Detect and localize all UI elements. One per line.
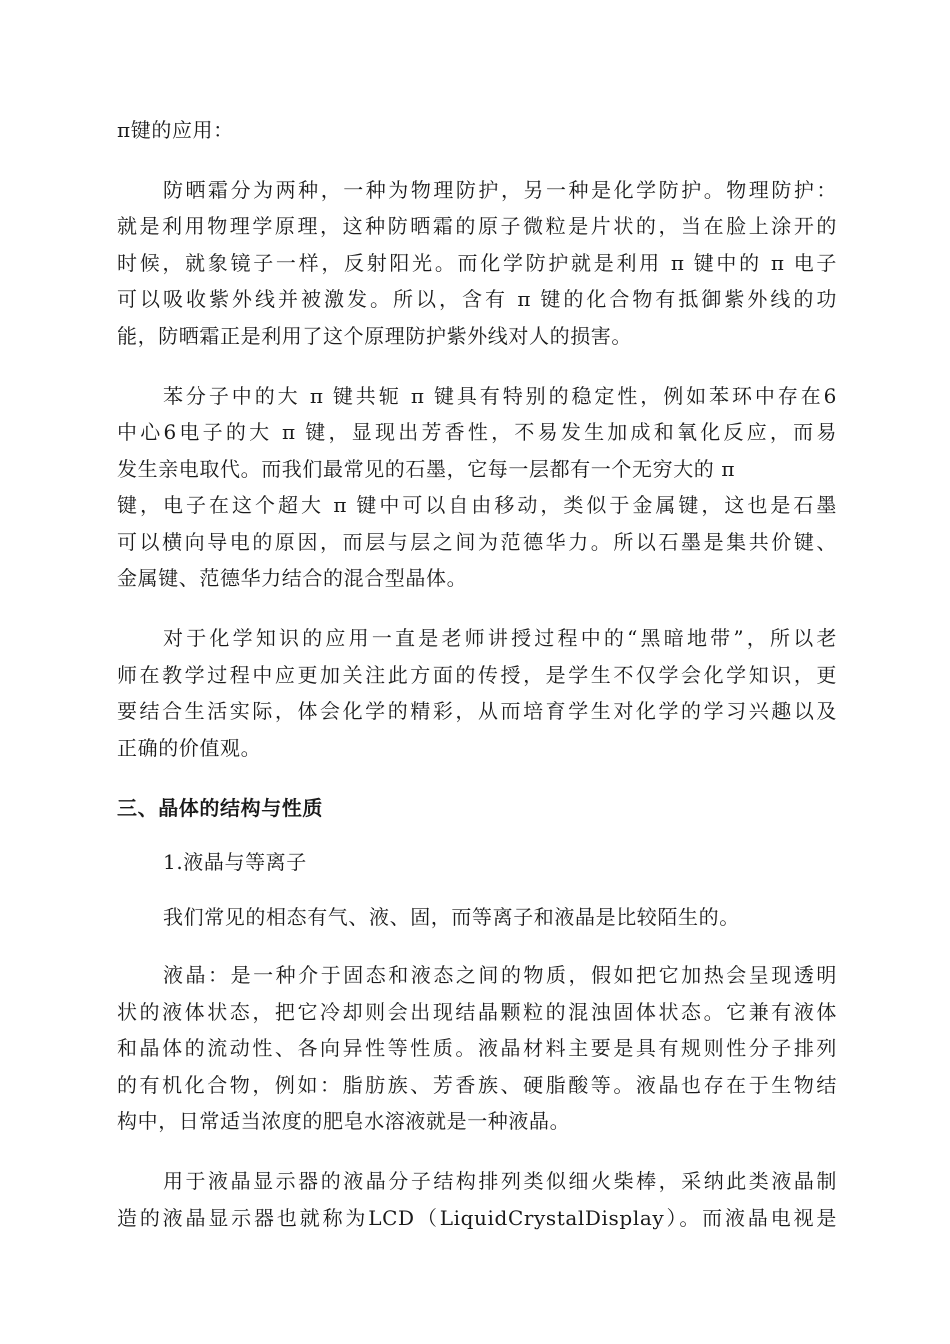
paragraph-line: 可以吸收紫外线并被激发。所以，含有 π 键的化合物有抵御紫外线的功 [117,287,837,311]
paragraph-line: 能，防晒霜正是利用了这个原理防护紫外线对人的损害。 [117,324,632,348]
paragraph-line: 要结合生活实际，体会化学的精彩，从而培育学生对化学的学习兴趣以及 [117,699,837,723]
paragraph-line: 的有机化合物，例如：脂肪族、芳香族、硬脂酸等。液晶也存在于生物结 [117,1073,837,1097]
paragraph-line: 用于液晶显示器的液晶分子结构排列类似细火柴棒，采纳此类液晶制 [163,1169,837,1193]
paragraph-line: 状的液体状态，把它冷却则会出现结晶颗粒的混浊固体状态。它兼有液体 [117,1000,837,1024]
paragraph-line: 可以横向导电的原因，而层与层之间为范德华力。所以石墨是集共价键、 [117,530,837,554]
paragraph-line: 师在教学过程中应更加关注此方面的传授，是学生不仅学会化学知识，更 [117,663,837,687]
paragraph-line: 我们常见的相态有气、液、固，而等离子和液晶是比较陌生的。 [163,905,740,929]
subsection-heading: 1.液晶与等离子 [163,850,307,874]
paragraph-line: 金属键、范德华力结合的混合型晶体。 [117,566,468,590]
paragraph-line: 时候，就象镜子一样，反射阳光。而化学防护就是利用 π 键中的 π 电子 [117,251,837,275]
paragraph-line: 就是利用物理学原理，这种防晒霜的原子微粒是片状的，当在脸上涂开的 [117,214,837,238]
paragraph-line: 正确的价值观。 [117,736,262,760]
paragraph-line: 发生亲电取代。而我们最常见的石墨，它每一层都有一个无穷大的 π [117,457,736,481]
paragraph-line: 液晶：是一种介于固态和液态之间的物质，假如把它加热会呈现透明 [163,963,837,987]
paragraph-line: 防晒霜分为两种，一种为物理防护，另一种是化学防护。物理防护： [163,178,837,202]
paragraph-line: 键，电子在这个超大 π 键中可以自由移动，类似于金属键，这也是石墨 [117,493,837,517]
paragraph-line: 和晶体的流动性、各向异性等性质。液晶材料主要是具有规则性分子排列 [117,1036,837,1060]
paragraph-line: 对于化学知识的应用一直是老师讲授过程中的“黑暗地带”，所以老 [163,626,837,650]
section-lead: π键的应用： [117,118,234,142]
paragraph-line: 中心6电子的大 π 键，显现出芳香性，不易发生加成和氧化反应，而易 [117,420,837,444]
section-heading: 三、晶体的结构与性质 [117,796,323,820]
paragraph-line: 苯分子中的大 π 键共轭 π 键具有特别的稳定性，例如苯环中存在6 [163,384,837,408]
paragraph-line: 构中，日常适当浓度的肥皂水溶液就是一种液晶。 [117,1109,571,1133]
paragraph-line: 造的液晶显示器也就称为LCD（LiquidCrystalDisplay）。而液晶电视是 [117,1206,837,1230]
